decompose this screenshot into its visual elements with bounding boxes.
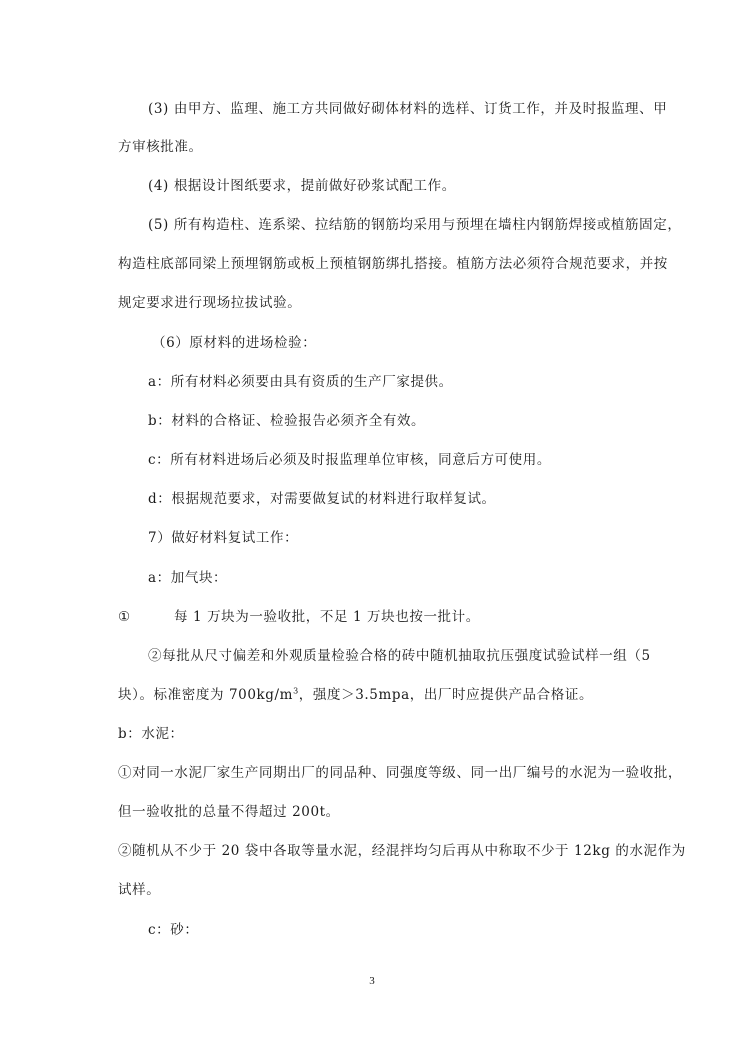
density-text: 块）。标准密度为 700kg/m — [118, 687, 294, 703]
para-5-line-3: 规定要求进行现场拉拔试验。 — [118, 295, 302, 311]
para-7-heading: 7）做好材料复试工作： — [148, 530, 299, 546]
subheading-sand: c：砂： — [148, 922, 199, 938]
aerated-item-2-line-1: ②每批从尺寸偏差和外观质量检验合格的砖中随机抽取抗压强度试验试样一组（5 — [148, 648, 651, 664]
para-4: (4) 根据设计图纸要求，提前做好砂浆试配工作。 — [148, 178, 456, 194]
aerated-item-2-line-2 — [118, 686, 593, 704]
cement-item-1-line-2: 但一验收批的总量不得超过 200t。 — [118, 804, 340, 820]
cement-item-2-line-2: 试样。 — [118, 882, 161, 898]
item-a: a：所有材料必须要由具有资质的生产厂家提供。 — [148, 374, 453, 390]
cement-item-1-line-1: ①对同一水泥厂家生产同期出厂的同品种、同强度等级、同一出厂编号的水泥为一验收批， — [118, 765, 682, 781]
strength-text: ，强度＞3.5mpa，出厂时应提供产品合格证。 — [298, 687, 594, 703]
superscript-three: 3 — [293, 686, 299, 696]
cement-item-2-line-1: ②随机从不少于 20 袋中各取等量水泥，经混拌均匀后再从中称取不少于 12kg 的水泥作为 — [118, 843, 686, 859]
para-5-line-2: 构造柱底部同梁上预埋钢筋或板上预植钢筋绑扎搭接。植筋方法必须符合规范要求，并按 — [118, 256, 668, 272]
circled-one-marker: ① — [118, 609, 131, 625]
item-d: d：根据规范要求，对需要做复试的材料进行取样复试。 — [148, 491, 496, 507]
aerated-item-1 — [118, 608, 480, 626]
para-5-line-1: (5) 所有构造柱、连系梁、拉结筋的钢筋均采用与预埋在墙柱内钢筋焊接或植筋固定， — [148, 217, 682, 233]
para-3-line-2: 方审核批准。 — [118, 139, 203, 155]
item-c: c：所有材料进场后必须及时报监理单位审核，同意后方可使用。 — [148, 452, 551, 468]
para-3-line-1: (3) 由甲方、监理、施工方共同做好砌体材料的选样、订货工作，并及时报监理、甲 — [148, 101, 668, 117]
subheading-aerated-block: a：加气块： — [148, 570, 228, 586]
subheading-cement: b：水泥： — [118, 726, 184, 742]
aerated-item-1-text: 每 1 万块为一验收批，不足 1 万块也按一批计。 — [174, 609, 480, 625]
para-6-heading: （6）原材料的进场检验： — [152, 335, 317, 351]
page-number: 3 — [369, 975, 375, 987]
item-b: b：材料的合格证、检验报告必须齐全有效。 — [148, 413, 426, 429]
